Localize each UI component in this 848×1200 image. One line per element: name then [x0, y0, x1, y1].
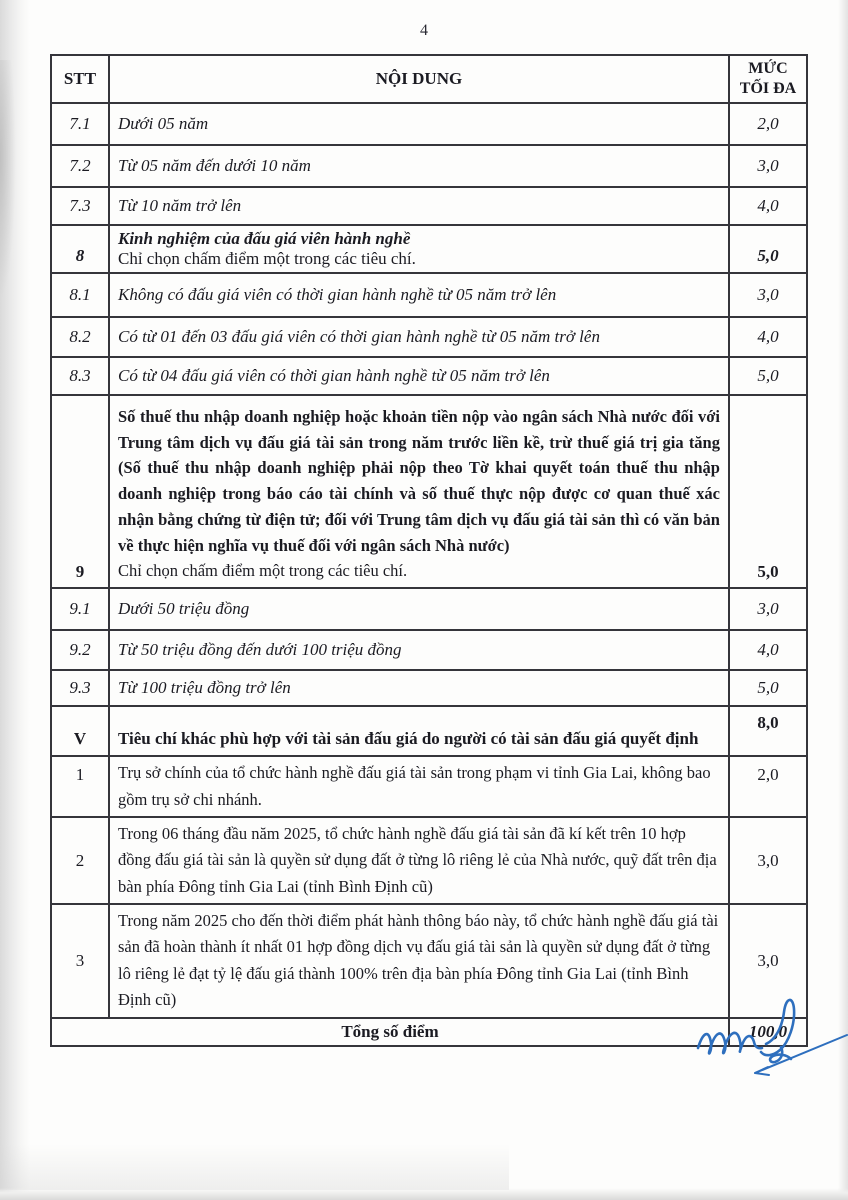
scan-edge-right	[838, 0, 848, 1200]
row-content: Trụ sở chính của tổ chức hành nghề đấu giá tài sản trong phạm vi tỉnh Gia Lai, không bao gồm trụ sở chi nhánh.	[109, 756, 729, 817]
row-number: V	[51, 706, 109, 756]
criterion-title: Kinh nghiệm của đấu giá viên hành nghề	[118, 229, 411, 248]
table-row	[51, 670, 807, 706]
scan-edge-haze	[0, 1144, 509, 1190]
row-score: 3,0	[729, 145, 807, 187]
table-row	[51, 273, 807, 317]
table-row	[51, 395, 807, 588]
row-score: 2,0	[729, 103, 807, 145]
row-number: 9.2	[51, 630, 109, 670]
row-score: 2,0	[729, 756, 807, 817]
scan-edge-shadow	[0, 60, 16, 300]
row-number: 8.1	[51, 273, 109, 317]
table-row	[51, 103, 807, 145]
header-max-line2: TỐI ĐA	[739, 80, 797, 97]
table-row	[51, 187, 807, 225]
table-row	[51, 756, 807, 817]
row-content: Từ 50 triệu đồng đến dưới 100 triệu đồng	[109, 630, 729, 670]
row-content: Không có đấu giá viên có thời gian hành nghề từ 05 năm trở lên	[109, 273, 729, 317]
row-content: Dưới 05 năm	[109, 103, 729, 145]
row-content: Từ 100 triệu đồng trở lên	[109, 670, 729, 706]
scan-edge-bottom	[0, 1188, 848, 1200]
row-score: 4,0	[729, 187, 807, 225]
total-label: Tổng số điểm	[51, 1018, 729, 1046]
row-content: Từ 05 năm đến dưới 10 năm	[109, 145, 729, 187]
row-content: Trong năm 2025 cho đến thời điểm phát hành thông báo này, tổ chức hành nghề đấu giá tài sản đã hoàn thành ít nhất 01 hợp đồng dịch vụ đấu giá tài sản là quyền sử dụng đất ở từng lô riêng lẻ đạt tỷ lệ đấu giá thành 100% trên địa bàn phía Đông tỉnh Gia Lai (tỉnh Bình Định cũ)	[109, 904, 729, 1018]
row-number: 7.3	[51, 187, 109, 225]
row-number: 2	[51, 817, 109, 904]
header-max-line1: MỨC	[748, 60, 788, 77]
row-number: 9.1	[51, 588, 109, 630]
row-score: 3,0	[729, 273, 807, 317]
scoring-criteria-table	[50, 54, 808, 1047]
row-score: 4,0	[729, 317, 807, 357]
table-row	[51, 225, 807, 273]
row-score: 3,0	[729, 588, 807, 630]
row-content	[109, 225, 729, 273]
row-number: 3	[51, 904, 109, 1018]
criterion-title: Số thuế thu nhập doanh nghiệp hoặc khoản tiền nộp vào ngân sách Nhà nước đối với Trung tâm dịch vụ đấu giá tài sản trong năm trước liền kề, trừ thuế giá trị gia tăng (Số thuế thu nhập doanh nghiệp phải nộp theo Tờ khai quyết toán thuế thu nhập doanh nghiệp trong báo cáo tài chính và số thuế thực nộp được cơ quan thuế xác nhận bằng chứng từ điện tử; đối với Trung tâm dịch vụ đấu giá tài sản thì có văn bản về thực hiện nghĩa vụ thuế đối với ngân sách Nhà nước)	[118, 407, 720, 555]
row-number: 9.3	[51, 670, 109, 706]
row-number: 1	[51, 756, 109, 817]
header-max-score	[729, 55, 807, 103]
row-score: 5,0	[729, 395, 807, 588]
row-number: 9	[51, 395, 109, 588]
table-row	[51, 630, 807, 670]
row-number: 8.2	[51, 317, 109, 357]
header-stt: STT	[51, 55, 109, 103]
row-score: 3,0	[729, 817, 807, 904]
row-content: Có từ 01 đến 03 đấu giá viên có thời gian hành nghề từ 05 năm trở lên	[109, 317, 729, 357]
header-content: NỘI DUNG	[109, 55, 729, 103]
row-score: 5,0	[729, 225, 807, 273]
row-number: 8.3	[51, 357, 109, 395]
table-header-row	[51, 55, 807, 103]
row-score: 4,0	[729, 630, 807, 670]
row-content: Dưới 50 triệu đồng	[109, 588, 729, 630]
table-row	[51, 588, 807, 630]
table-row	[51, 317, 807, 357]
row-content: Từ 10 năm trở lên	[109, 187, 729, 225]
row-content: Trong 06 tháng đầu năm 2025, tổ chức hành nghề đấu giá tài sản đã kí kết trên 10 hợp đồng đấu giá tài sản là quyền sử dụng đất ở từng lô riêng lẻ của Nhà nước, quỹ đất trên địa bàn phía Đông tỉnh Gia Lai (tỉnh Bình Định cũ)	[109, 817, 729, 904]
total-row	[51, 1018, 807, 1046]
signature-arrowhead	[755, 1067, 769, 1075]
row-score: 5,0	[729, 670, 807, 706]
table-row	[51, 904, 807, 1018]
row-score: 3,0	[729, 904, 807, 1018]
table-row	[51, 145, 807, 187]
row-number: 7.1	[51, 103, 109, 145]
row-score: 5,0	[729, 357, 807, 395]
table-row	[51, 357, 807, 395]
table-row	[51, 817, 807, 904]
criterion-note: Chỉ chọn chấm điểm một trong các tiêu chí.	[118, 561, 408, 581]
row-content: Tiêu chí khác phù hợp với tài sản đấu giá do người có tài sản đấu giá quyết định	[109, 706, 729, 756]
criterion-note: Chỉ chọn chấm điểm một trong các tiêu chí.	[118, 249, 416, 268]
row-content: Có từ 04 đấu giá viên có thời gian hành nghề từ 05 năm trở lên	[109, 357, 729, 395]
total-score: 100,0	[729, 1018, 807, 1046]
table-row	[51, 706, 807, 756]
signature-tail	[770, 1047, 791, 1062]
row-score: 8,0	[729, 706, 807, 756]
row-number: 8	[51, 225, 109, 273]
row-number: 7.2	[51, 145, 109, 187]
page-number: 4	[420, 22, 428, 39]
row-content	[109, 395, 729, 588]
